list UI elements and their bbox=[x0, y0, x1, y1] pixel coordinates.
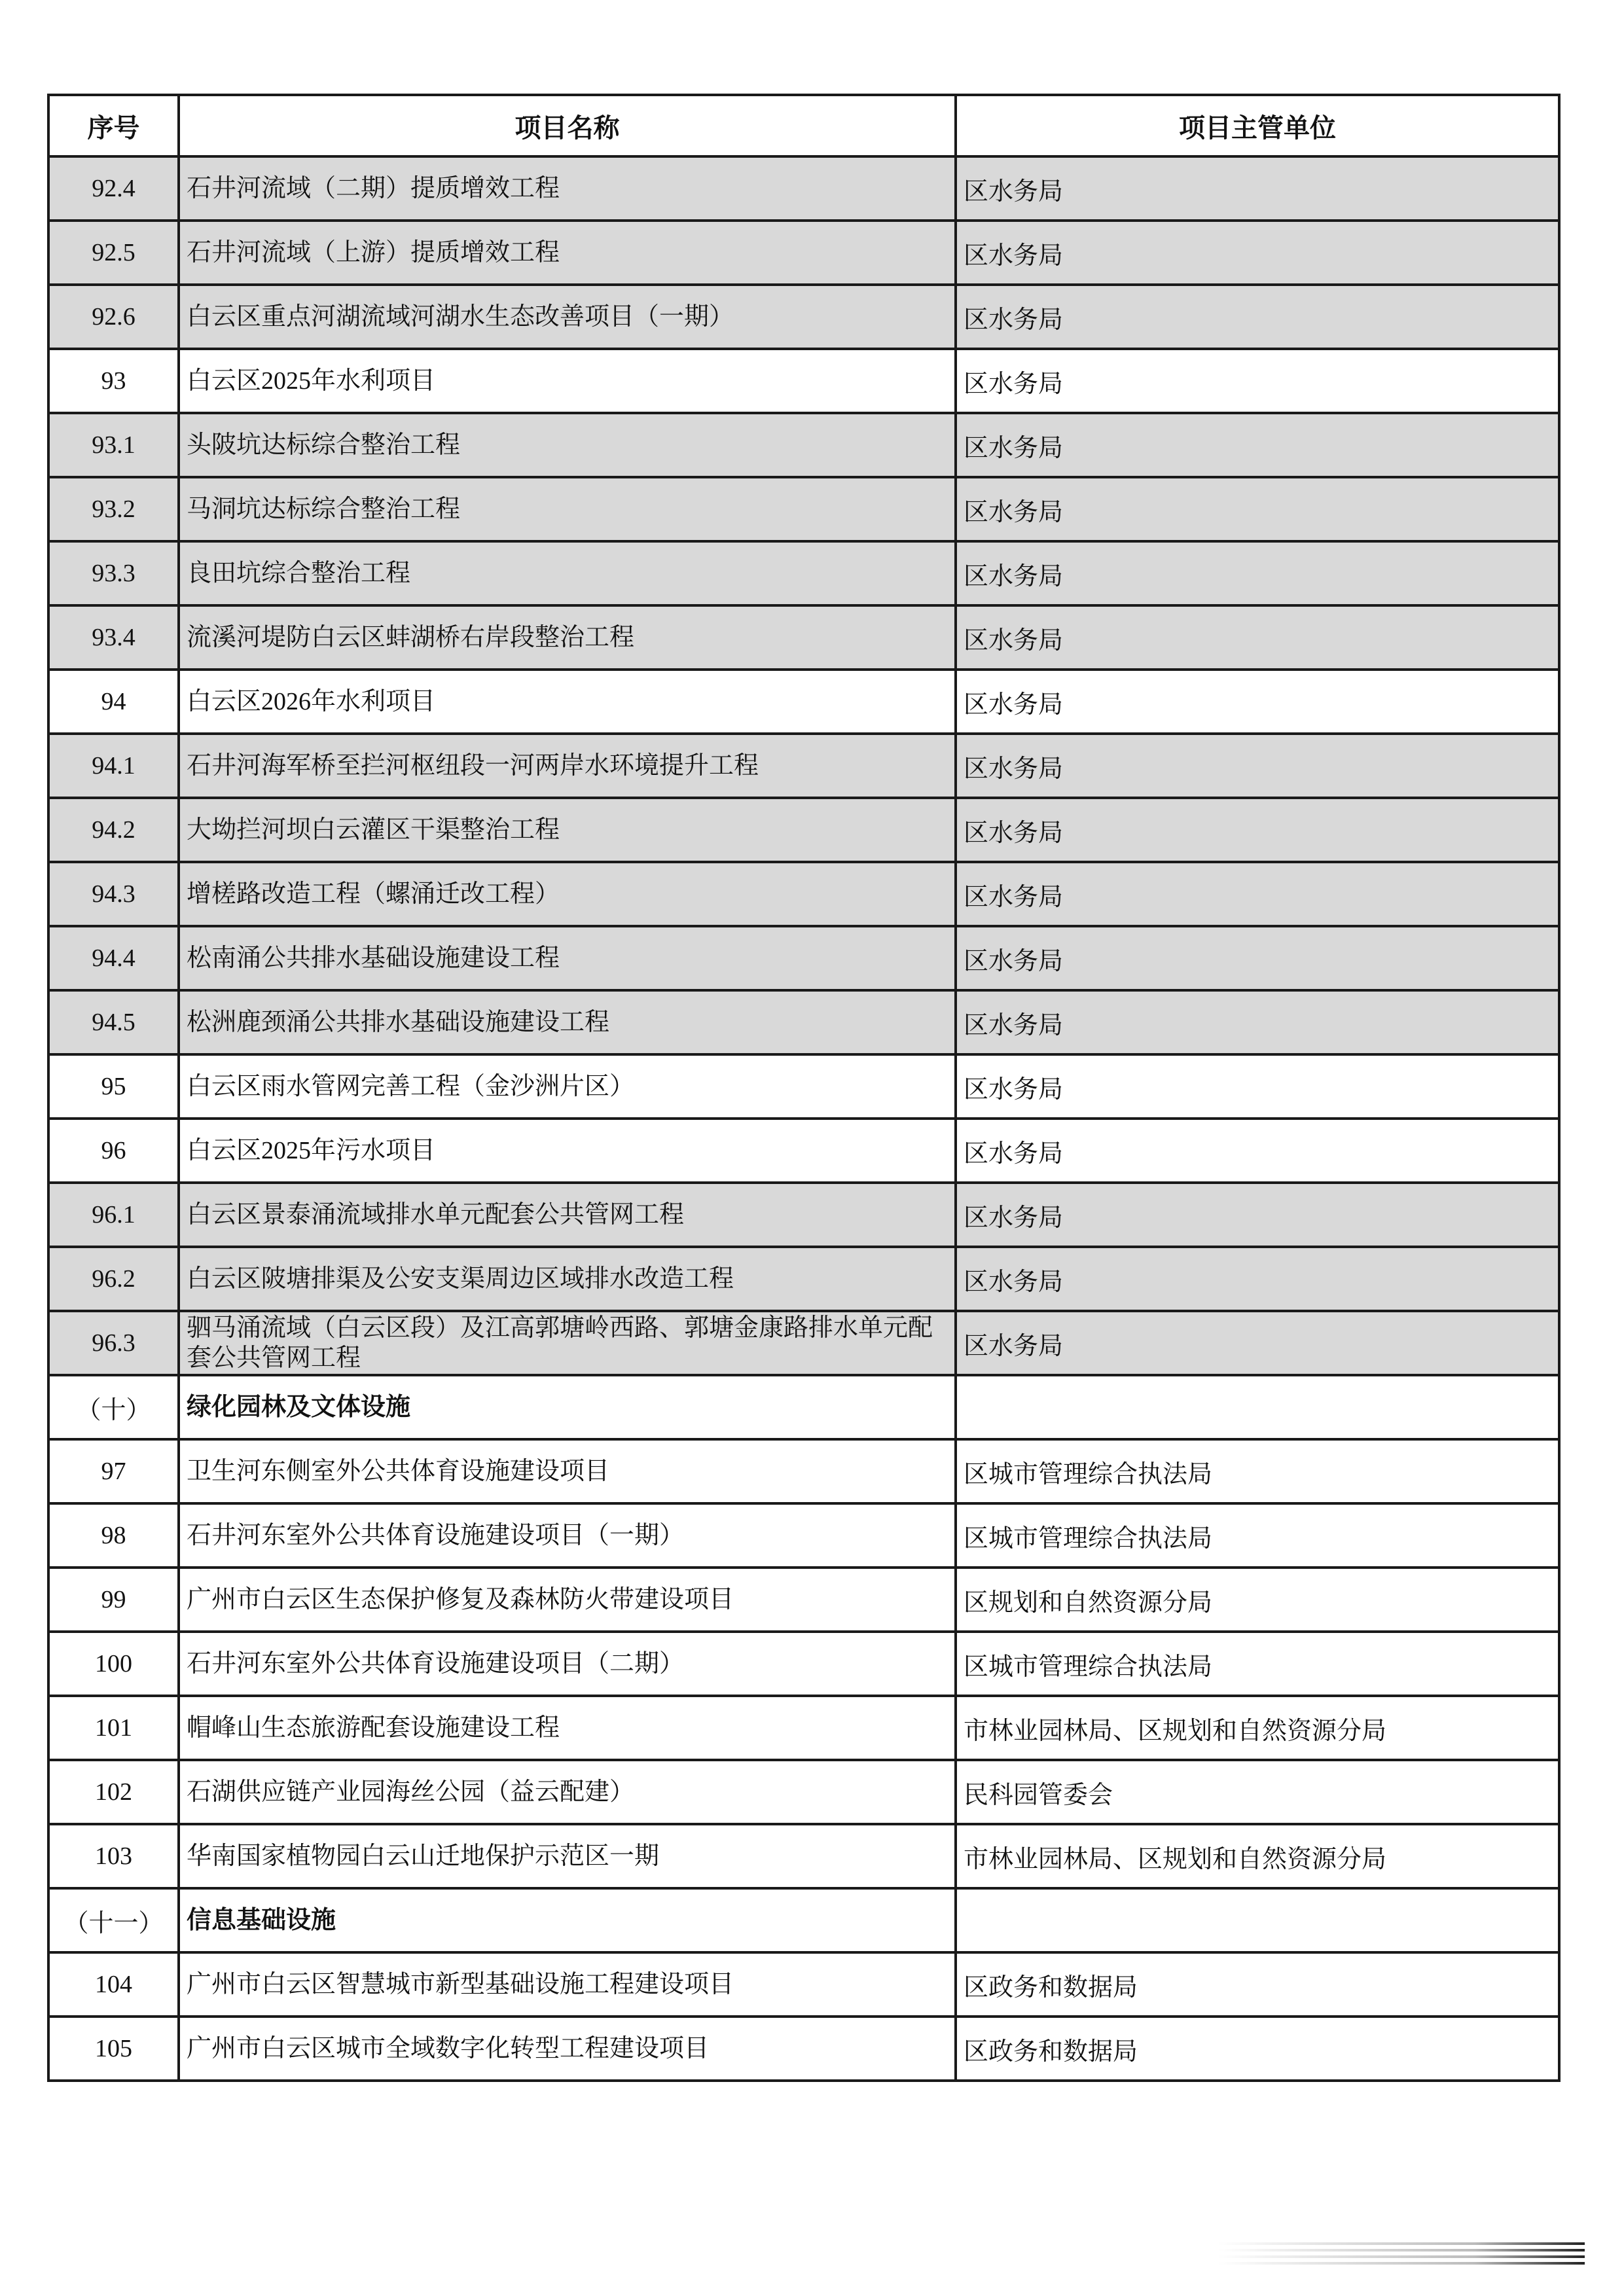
table-row bbox=[48, 541, 1559, 605]
table-row bbox=[48, 221, 1559, 285]
row-unit bbox=[956, 1375, 1559, 1439]
table-row bbox=[48, 1760, 1559, 1824]
row-name: 石井河流域（二期）提质增效工程 bbox=[179, 156, 956, 221]
row-name: 卫生河东侧室外公共体育设施建设项目 bbox=[179, 1439, 956, 1503]
table-row bbox=[48, 1568, 1559, 1632]
row-name: 广州市白云区智慧城市新型基础设施工程建设项目 bbox=[179, 1952, 956, 2017]
row-name: 广州市白云区生态保护修复及森林防火带建设项目 bbox=[179, 1568, 956, 1632]
table-row bbox=[48, 862, 1559, 926]
row-name: 马洞坑达标综合整治工程 bbox=[179, 477, 956, 541]
table-row bbox=[48, 156, 1559, 221]
row-name: 大坳拦河坝白云灌区干渠整治工程 bbox=[179, 798, 956, 862]
row-seq: 103 bbox=[48, 1824, 179, 1888]
row-name: 白云区2025年污水项目 bbox=[179, 1119, 956, 1183]
section-row bbox=[48, 1375, 1559, 1439]
row-unit: 市林业园林局、区规划和自然资源分局 bbox=[956, 1824, 1559, 1888]
row-seq: （十一） bbox=[48, 1888, 179, 1952]
row-unit: 区水务局 bbox=[956, 541, 1559, 605]
table-row bbox=[48, 1439, 1559, 1503]
row-name: 白云区陂塘排渠及公安支渠周边区域排水改造工程 bbox=[179, 1247, 956, 1311]
row-seq: 101 bbox=[48, 1696, 179, 1760]
row-seq: 92.5 bbox=[48, 221, 179, 285]
header-unit: 项目主管单位 bbox=[956, 95, 1559, 156]
row-name: 头陂坑达标综合整治工程 bbox=[179, 413, 956, 477]
row-seq: 99 bbox=[48, 1568, 179, 1632]
row-name: 白云区景泰涌流域排水单元配套公共管网工程 bbox=[179, 1183, 956, 1247]
row-seq: 93.2 bbox=[48, 477, 179, 541]
row-name: 白云区2025年水利项目 bbox=[179, 349, 956, 413]
row-seq: 93 bbox=[48, 349, 179, 413]
table-row bbox=[48, 1247, 1559, 1311]
row-name: 白云区重点河湖流域河湖水生态改善项目（一期） bbox=[179, 285, 956, 349]
row-seq: 95 bbox=[48, 1054, 179, 1119]
table-row bbox=[48, 1696, 1559, 1760]
project-table bbox=[47, 94, 1561, 2082]
row-name: 驷马涌流域（白云区段）及江高郭塘岭西路、郭塘金康路排水单元配套公共管网工程 bbox=[179, 1311, 956, 1375]
row-name: 白云区雨水管网完善工程（金沙洲片区） bbox=[179, 1054, 956, 1119]
table-row bbox=[48, 1183, 1559, 1247]
row-seq: 104 bbox=[48, 1952, 179, 2017]
row-seq: 98 bbox=[48, 1503, 179, 1568]
row-name: 松南涌公共排水基础设施建设工程 bbox=[179, 926, 956, 990]
row-seq: 93.4 bbox=[48, 605, 179, 670]
row-unit: 区政务和数据局 bbox=[956, 1952, 1559, 2017]
row-unit: 区水务局 bbox=[956, 798, 1559, 862]
table-row bbox=[48, 2017, 1559, 2081]
row-seq: 94.4 bbox=[48, 926, 179, 990]
row-name: 帽峰山生态旅游配套设施建设工程 bbox=[179, 1696, 956, 1760]
table-row bbox=[48, 349, 1559, 413]
row-seq: 96.1 bbox=[48, 1183, 179, 1247]
row-seq: 105 bbox=[48, 2017, 179, 2081]
row-unit: 区城市管理综合执法局 bbox=[956, 1439, 1559, 1503]
row-unit: 区政务和数据局 bbox=[956, 2017, 1559, 2081]
row-seq: 97 bbox=[48, 1439, 179, 1503]
row-unit: 区水务局 bbox=[956, 1054, 1559, 1119]
row-seq: 94.5 bbox=[48, 990, 179, 1054]
table-row bbox=[48, 1952, 1559, 2017]
row-name: 石井河海军桥至拦河枢纽段一河两岸水环境提升工程 bbox=[179, 734, 956, 798]
row-name: 石湖供应链产业园海丝公园（益云配建） bbox=[179, 1760, 956, 1824]
row-unit: 区水务局 bbox=[956, 349, 1559, 413]
row-unit: 区水务局 bbox=[956, 1311, 1559, 1375]
header-seq: 序号 bbox=[48, 95, 179, 156]
row-unit: 区水务局 bbox=[956, 734, 1559, 798]
row-seq: 93.1 bbox=[48, 413, 179, 477]
row-seq: 96.3 bbox=[48, 1311, 179, 1375]
row-name: 广州市白云区城市全域数字化转型工程建设项目 bbox=[179, 2017, 956, 2081]
row-unit: 区城市管理综合执法局 bbox=[956, 1503, 1559, 1568]
row-name: 绿化园林及文体设施 bbox=[179, 1375, 956, 1439]
row-unit: 区水务局 bbox=[956, 605, 1559, 670]
table-row bbox=[48, 1503, 1559, 1568]
header-name: 项目名称 bbox=[179, 95, 956, 156]
row-unit: 区水务局 bbox=[956, 1247, 1559, 1311]
row-unit: 区水务局 bbox=[956, 990, 1559, 1054]
row-unit: 区水务局 bbox=[956, 670, 1559, 734]
section-row bbox=[48, 1888, 1559, 1952]
row-seq: 94.1 bbox=[48, 734, 179, 798]
table-row bbox=[48, 926, 1559, 990]
row-unit: 区水务局 bbox=[956, 285, 1559, 349]
table-row bbox=[48, 1054, 1559, 1119]
table-row bbox=[48, 413, 1559, 477]
table-header bbox=[48, 95, 1559, 156]
row-unit: 区规划和自然资源分局 bbox=[956, 1568, 1559, 1632]
row-name: 流溪河堤防白云区蚌湖桥右岸段整治工程 bbox=[179, 605, 956, 670]
row-name: 增槎路改造工程（螺涌迁改工程） bbox=[179, 862, 956, 926]
row-name: 白云区2026年水利项目 bbox=[179, 670, 956, 734]
table-row bbox=[48, 1824, 1559, 1888]
row-seq: （十） bbox=[48, 1375, 179, 1439]
row-name: 良田坑综合整治工程 bbox=[179, 541, 956, 605]
table-row bbox=[48, 798, 1559, 862]
table-row bbox=[48, 285, 1559, 349]
table-row bbox=[48, 990, 1559, 1054]
table-row bbox=[48, 1119, 1559, 1183]
row-seq: 92.4 bbox=[48, 156, 179, 221]
row-seq: 94.3 bbox=[48, 862, 179, 926]
row-name: 松洲鹿颈涌公共排水基础设施建设工程 bbox=[179, 990, 956, 1054]
row-seq: 96.2 bbox=[48, 1247, 179, 1311]
row-seq: 102 bbox=[48, 1760, 179, 1824]
table-body bbox=[48, 156, 1559, 2081]
row-seq: 93.3 bbox=[48, 541, 179, 605]
row-name: 石井河流域（上游）提质增效工程 bbox=[179, 221, 956, 285]
table-row bbox=[48, 1311, 1559, 1375]
watermark-lines bbox=[1218, 2238, 1585, 2278]
row-unit: 区水务局 bbox=[956, 926, 1559, 990]
row-name: 信息基础设施 bbox=[179, 1888, 956, 1952]
row-unit: 市林业园林局、区规划和自然资源分局 bbox=[956, 1696, 1559, 1760]
row-unit: 区水务局 bbox=[956, 413, 1559, 477]
table-row bbox=[48, 734, 1559, 798]
row-name: 石井河东室外公共体育设施建设项目（一期） bbox=[179, 1503, 956, 1568]
row-unit: 民科园管委会 bbox=[956, 1760, 1559, 1824]
row-seq: 94 bbox=[48, 670, 179, 734]
row-unit: 区水务局 bbox=[956, 156, 1559, 221]
row-seq: 94.2 bbox=[48, 798, 179, 862]
row-unit: 区城市管理综合执法局 bbox=[956, 1632, 1559, 1696]
table-row bbox=[48, 1632, 1559, 1696]
row-unit bbox=[956, 1888, 1559, 1952]
table-row bbox=[48, 477, 1559, 541]
row-unit: 区水务局 bbox=[956, 221, 1559, 285]
row-unit: 区水务局 bbox=[956, 477, 1559, 541]
row-name: 石井河东室外公共体育设施建设项目（二期） bbox=[179, 1632, 956, 1696]
row-unit: 区水务局 bbox=[956, 1119, 1559, 1183]
row-unit: 区水务局 bbox=[956, 1183, 1559, 1247]
row-seq: 96 bbox=[48, 1119, 179, 1183]
row-seq: 100 bbox=[48, 1632, 179, 1696]
table-row bbox=[48, 670, 1559, 734]
row-seq: 92.6 bbox=[48, 285, 179, 349]
table-row bbox=[48, 605, 1559, 670]
row-unit: 区水务局 bbox=[956, 862, 1559, 926]
row-name: 华南国家植物园白云山迁地保护示范区一期 bbox=[179, 1824, 956, 1888]
